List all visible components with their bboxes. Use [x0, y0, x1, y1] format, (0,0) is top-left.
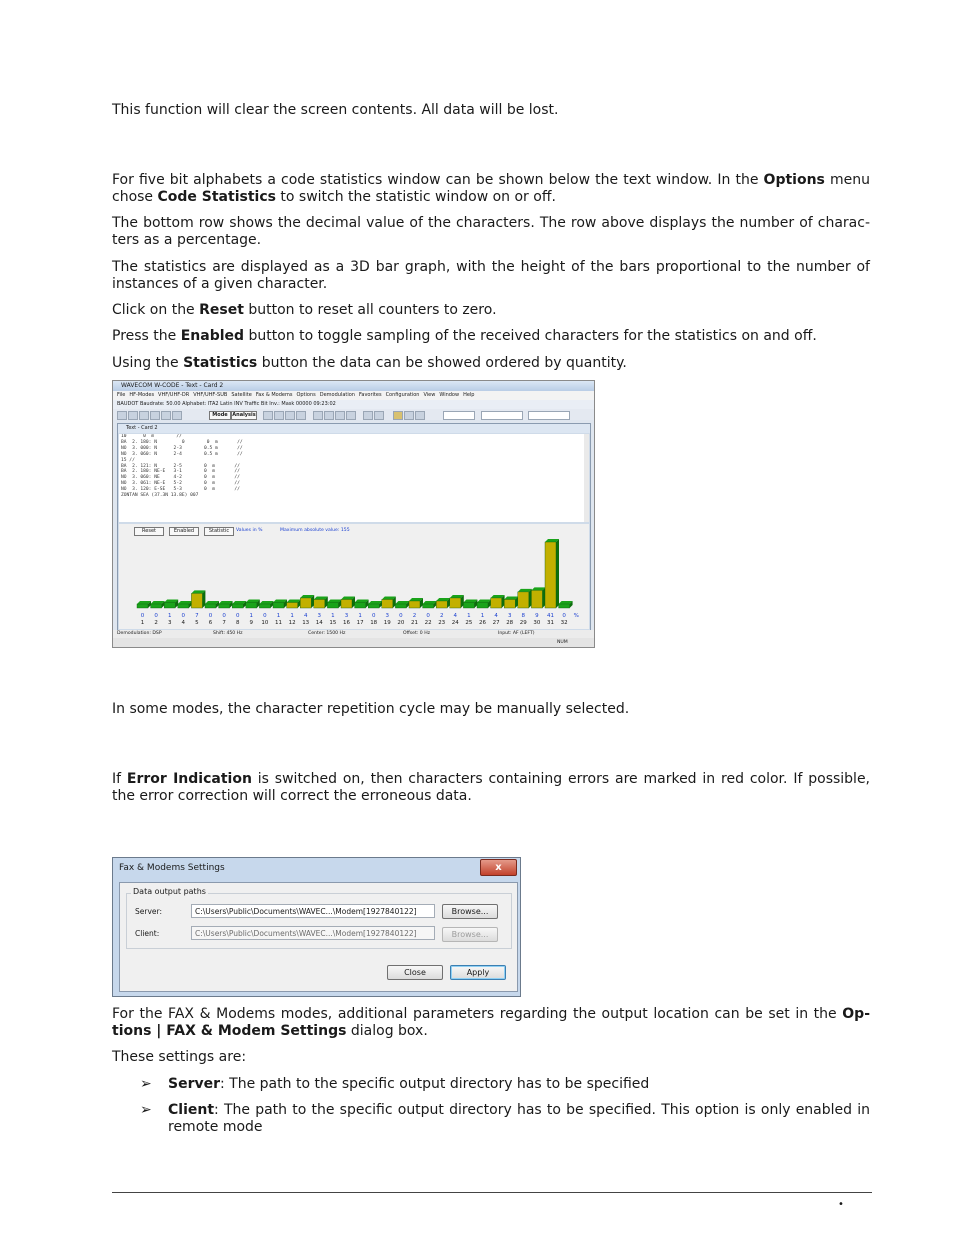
bar	[477, 602, 488, 608]
percent-label: 0	[154, 613, 158, 619]
paragraph-error-indication	[112, 771, 870, 805]
bold-client: Client	[168, 1102, 215, 1118]
category-label: 10	[261, 620, 269, 626]
close-icon[interactable]: x	[480, 859, 517, 876]
bullet-text	[140, 1102, 870, 1136]
bar	[531, 590, 542, 608]
percent-label: 0	[140, 613, 145, 619]
tool-icon[interactable]	[313, 411, 323, 420]
bar	[545, 542, 556, 608]
category-label: 27	[492, 620, 500, 626]
group-title: Data output paths	[133, 887, 206, 896]
menu-item-configuration[interactable]: Configuration	[385, 392, 420, 398]
arrow-bullet-icon: ➢	[140, 1102, 152, 1118]
tuning-meter	[481, 411, 523, 420]
data-output-paths-group	[126, 887, 512, 949]
apply-button[interactable]: Apply	[450, 965, 506, 980]
category-label: 14	[315, 620, 323, 626]
paragraph-bottom-row: The bottom row shows the decimal value of the characters. The row above displays the number of charac-ters as a percentage.	[112, 215, 870, 248]
reset-button[interactable]: Reset	[134, 527, 164, 536]
paragraph-reset	[112, 302, 870, 319]
percent-label: 7	[195, 613, 199, 619]
text-span: If	[112, 771, 127, 787]
percent-label: 4	[453, 613, 458, 619]
menu-item-hf-modes[interactable]: HF-Modes	[129, 392, 155, 398]
status-field: Input: AF (LEFT)	[498, 631, 535, 636]
bar	[164, 602, 175, 608]
info-text: BAUDOT Baudrate: 50.00 Alphabet: ITA2 Latin INV Traffic Bit Inv.: Mask 00000 09:23:02	[117, 401, 336, 407]
percent-label: 1	[290, 613, 294, 619]
category-label: 5	[195, 620, 199, 626]
browse-client-button: Browse...	[442, 927, 498, 942]
text-span: Press the	[112, 328, 181, 344]
info-toolbar	[113, 400, 594, 409]
bar	[246, 602, 257, 608]
text-line: NO 3. 060: NE 4-2 0 m //	[121, 475, 240, 481]
paragraph-clear-screen: This function will clear the screen contents. All data will be lost.	[112, 102, 559, 118]
percent-label: 3	[385, 613, 390, 619]
category-label: 7	[222, 620, 226, 626]
text-span: : The path to the specific output directory has to be specified. This option is only enabled in remote mode	[168, 1102, 870, 1135]
percent-label: 8	[521, 613, 526, 619]
percent-label: 0	[426, 613, 430, 619]
text-card-titlebar	[118, 424, 590, 433]
category-label: 2	[154, 620, 158, 626]
close-button[interactable]: Close	[387, 965, 443, 980]
bar	[341, 599, 352, 608]
tool-icon[interactable]	[324, 411, 334, 420]
menu-item-vhf-uhf-sub[interactable]: VHF/UHF-SUB	[193, 392, 228, 398]
text-span: button to reset all counters to zero.	[243, 302, 497, 318]
menu-item-satellite[interactable]: Satellite	[231, 392, 252, 398]
percent-label: 3	[507, 613, 512, 619]
text-line: NO 3. 120: E-SE 5-3 0 m //	[121, 487, 240, 493]
status-field: Demodulation: DSP	[117, 631, 162, 636]
text-line: NO 3. 061: NE-E 5-2 0 m //	[121, 481, 240, 487]
text-span: is switched on, then characters containing errors are marked in red color. If possible, the error correction will correct the erroneous data.	[112, 771, 871, 804]
enabled-button[interactable]: Enabled	[169, 527, 199, 536]
find-icon[interactable]	[172, 411, 182, 420]
percent-label: 0	[222, 613, 226, 619]
text-line: BA 2. 121: N 2-5 0 m //	[121, 463, 240, 469]
category-label: 1	[140, 620, 145, 626]
percent-label: 0	[208, 613, 213, 619]
tool-icon[interactable]	[363, 411, 373, 420]
text-span: Using the	[112, 355, 184, 371]
bar	[504, 599, 515, 608]
bar	[559, 604, 570, 608]
percent-label: 1	[276, 613, 281, 619]
bar-side	[556, 539, 559, 608]
category-label: 25	[465, 620, 473, 626]
status-field: Offset: 0 Hz	[403, 631, 431, 636]
wavecom-screenshot	[112, 380, 595, 648]
text-line: NO 3. 060: N 2-4 0.5 m //	[121, 451, 243, 457]
level-meter	[443, 411, 475, 420]
menu-item-view[interactable]: View	[423, 392, 436, 398]
dialog-body	[119, 882, 518, 992]
text-line: BA 2. 180: NE-E 3-1 0 m //	[121, 469, 240, 475]
tool-icon[interactable]	[415, 411, 425, 420]
paragraph-fax-modems	[112, 1006, 870, 1040]
percent-label: 4	[303, 613, 308, 619]
category-label: 21	[411, 620, 418, 626]
bar	[137, 604, 148, 608]
bar	[273, 602, 284, 608]
bold-error-indication: Error Indication	[126, 771, 252, 787]
menu-item-help[interactable]: Help	[463, 392, 475, 398]
text-span: : The path to the specific output directory has to be specified	[220, 1076, 650, 1092]
category-label: 26	[479, 620, 486, 626]
category-label: 32	[560, 620, 568, 626]
category-label: 12	[288, 620, 296, 626]
paragraph-enabled	[112, 328, 870, 345]
fax-modems-dialog	[112, 857, 521, 997]
bullet-client	[140, 1102, 870, 1136]
category-label: 13	[302, 620, 310, 626]
tool-icon[interactable]	[285, 411, 295, 420]
bold-enabled: Enabled	[180, 328, 245, 344]
text-span: button to toggle sampling of the received characters for the statistics on and off.	[244, 328, 817, 344]
text-span: menu chose	[112, 172, 870, 205]
category-label: 8	[235, 620, 240, 626]
bar	[232, 604, 243, 608]
footer-bullet: •	[838, 1199, 844, 1210]
paragraph-3d-bar: The statistics are displayed as a 3D bar graph, with the height of the bars proportional to the number of instances of a given character.	[112, 259, 870, 292]
text-span: dialog box.	[346, 1023, 428, 1039]
text-line: ZONTAN SEA (37.3N 13.8E) 007	[121, 493, 199, 499]
text-line: NO 3. 000: N 2-3 0.5 m //	[121, 445, 243, 451]
status-field: Center: 1500 Hz	[308, 631, 346, 636]
bar	[518, 592, 529, 608]
category-label: 4	[181, 620, 186, 626]
bar	[368, 604, 379, 608]
bar	[463, 602, 474, 608]
bullet-text	[140, 1076, 870, 1093]
status-bar	[113, 630, 594, 638]
percent-label: 4	[494, 613, 498, 619]
bar	[491, 598, 502, 608]
category-label: 3	[167, 620, 172, 626]
indicator-icon	[393, 411, 403, 420]
bar	[178, 604, 189, 608]
paragraph-statistics	[112, 355, 870, 372]
text-line: 10 0 m //	[121, 434, 182, 439]
browse-server-button[interactable]: Browse...	[442, 904, 498, 919]
percent-label: 3	[317, 613, 322, 619]
percent-label: 1	[467, 613, 471, 619]
category-label: 23	[438, 620, 446, 626]
text-line: 15 //	[121, 457, 135, 463]
percent-label: 41	[547, 613, 554, 619]
text-span: Click on the	[112, 302, 200, 318]
bar	[300, 598, 311, 608]
category-label: 20	[397, 620, 405, 626]
app-titlebar	[113, 381, 594, 391]
category-label: 19	[383, 620, 391, 626]
paragraph-settings-intro: These settings are:	[112, 1049, 247, 1065]
mode-button[interactable]: Mode	[209, 411, 231, 420]
bar	[287, 602, 298, 608]
save-icon[interactable]	[139, 411, 149, 420]
menu-item-window[interactable]: Window	[439, 392, 460, 398]
percent-label: 2	[412, 613, 417, 619]
category-label: 9	[249, 620, 254, 626]
analysis-button[interactable]: Analysis	[232, 412, 256, 418]
menu-item-demodulation[interactable]: Demodulation	[319, 392, 355, 398]
text-card-window	[117, 423, 591, 631]
statistic-button[interactable]: Statistic	[204, 527, 234, 536]
text-span: to switch the statistic window on or off.	[275, 189, 556, 205]
percent-label: 1	[480, 613, 485, 619]
tool-icon[interactable]	[296, 411, 306, 420]
text-span: button the data can be showed ordered by quantity.	[257, 355, 627, 371]
category-label: 31	[547, 620, 554, 626]
shift-meter	[528, 411, 570, 420]
copy-icon[interactable]	[161, 411, 171, 420]
percent-label: 1	[167, 613, 172, 619]
text-span: For the FAX & Modems modes, additional parameters regarding the output location can be set in the	[112, 1006, 843, 1022]
category-label: 28	[506, 620, 514, 626]
num-indicator: NUM	[557, 640, 568, 645]
client-label: Client:	[135, 929, 160, 938]
bar	[423, 604, 434, 608]
percent-symbol: %	[573, 613, 579, 619]
text-line: BA 2. 180: N 0 0 m //	[121, 439, 243, 445]
status-bar-lower	[113, 638, 594, 647]
icon-toolbar	[113, 409, 594, 420]
bar	[219, 604, 230, 608]
category-label: 30	[533, 620, 541, 626]
paragraph-code-statistics	[112, 172, 870, 206]
server-label: Server:	[135, 907, 162, 916]
percent-label: 0	[399, 613, 403, 619]
percent-label: 0	[371, 613, 376, 619]
code-statistics-chart	[119, 536, 589, 628]
bold-fax-modem-settings: Op-tions | FAX & Modem Settings	[112, 1006, 870, 1039]
menu-item-file[interactable]: File	[117, 392, 126, 398]
category-label: 18	[370, 620, 378, 626]
bar	[382, 599, 393, 608]
percent-label: 2	[439, 613, 444, 619]
code-statistics-panel	[119, 524, 589, 629]
bar	[409, 601, 420, 608]
category-label: 29	[519, 620, 527, 626]
bar	[450, 598, 461, 608]
tool-icon[interactable]	[335, 411, 345, 420]
percent-label: 1	[331, 613, 335, 619]
new-icon[interactable]	[117, 411, 127, 420]
print-icon[interactable]	[150, 411, 160, 420]
tool-icon[interactable]	[274, 411, 284, 420]
bold-statistics: Statistics	[183, 355, 258, 371]
tool-icon[interactable]	[374, 411, 384, 420]
bar	[327, 602, 338, 608]
dialog-title: Fax & Modems Settings	[119, 863, 225, 873]
category-label: 16	[343, 620, 350, 626]
category-label: 15	[329, 620, 337, 626]
max-value-label: Maximum absolute value: 155	[280, 528, 350, 533]
percent-label: 0	[263, 613, 267, 619]
menu-item-options[interactable]: Options	[296, 392, 316, 398]
bar	[395, 604, 406, 608]
footer-rule	[112, 1192, 872, 1193]
category-label: 24	[451, 620, 459, 626]
decoded-text-area[interactable]	[119, 434, 585, 522]
arrow-bullet-icon: ➢	[140, 1076, 152, 1092]
status-field: Shift: 450 Hz	[213, 631, 243, 636]
server-path-field[interactable]: C:\Users\Public\Documents\WAVEC...\Modem[1927840122]	[191, 904, 435, 918]
bold-reset: Reset	[199, 302, 244, 318]
open-icon[interactable]	[128, 411, 138, 420]
bar	[259, 604, 270, 608]
text-card-title: Text - Card 2	[126, 425, 158, 431]
bold-code-statistics: Code Statistics	[157, 189, 276, 205]
text-span: For five bit alphabets a code statistics window can be shown below the text window. In the	[112, 172, 764, 188]
bar	[151, 604, 162, 608]
app-title: WAVECOM W-CODE - Text - Card 2	[121, 382, 224, 389]
bold-options: Options	[763, 172, 825, 188]
category-label: 11	[275, 620, 282, 626]
tool-icon[interactable]	[404, 411, 414, 420]
vertical-scrollbar[interactable]	[584, 434, 589, 522]
bold-server: Server	[168, 1076, 221, 1092]
percent-label: 0	[181, 613, 186, 619]
app-menubar	[113, 391, 594, 400]
bar	[355, 602, 366, 608]
values-label: Values in %	[236, 528, 263, 533]
tool-icon[interactable]	[263, 411, 273, 420]
paragraph-repetition-cycle: In some modes, the character repetition cycle may be manually selected.	[112, 701, 630, 717]
percent-label: 3	[344, 613, 349, 619]
bar	[205, 604, 216, 608]
percent-label: 0	[562, 613, 566, 619]
bar	[314, 599, 325, 608]
tool-icon[interactable]	[346, 411, 356, 420]
percent-label: 9	[535, 613, 539, 619]
category-label: 6	[208, 620, 213, 626]
menu-item-fax-modems[interactable]: Fax & Modems	[255, 392, 293, 398]
bar	[191, 593, 202, 608]
category-label: 17	[356, 620, 364, 626]
percent-label: 0	[235, 613, 240, 619]
bullet-server	[140, 1076, 870, 1093]
percent-label: 1	[358, 613, 362, 619]
client-path-field: C:\Users\Public\Documents\WAVEC...\Modem[1927840122]	[191, 926, 435, 940]
percent-label: 1	[249, 613, 254, 619]
category-label: 22	[424, 620, 432, 626]
bar	[436, 601, 447, 608]
menu-item-favorites[interactable]: Favorites	[358, 392, 382, 398]
menu-item-vhf-uhf-dr[interactable]: VHF/UHF-DR	[158, 392, 190, 398]
